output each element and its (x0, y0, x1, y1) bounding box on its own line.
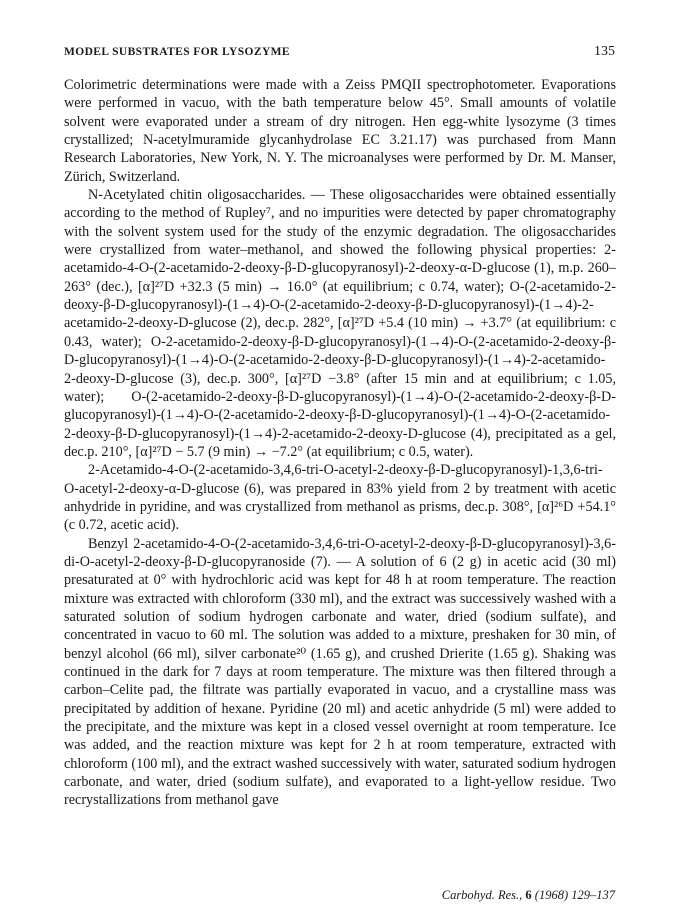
body-text (64, 76, 616, 810)
running-head (64, 44, 615, 62)
paragraph-oligosaccharides: N-Acetylated chitin oligosaccharides. — These oligosaccharides were obtained essentially according to the method of Rupley⁷, and no impurities were detected by paper chromatography with the solvent system used for the study of the enzymic degradation. The oligosaccharides were crystallized from water–methanol, and showed the following physical properties: 2-acetamido-4-O-(2-acetamido-2-deoxy-β-D-glucopyranosyl)-2-deoxy-α-D-glucose (1), m.p. 260–263° (dec.), [α]²⁷D +32.3 (5 min) → 16.0° (at equilibrium; c 0.74, water); O-(2-acetamido-2-deoxy-β-D-glucopyranosyl)-(1→4)-O-(2-acetamido-2-deoxy-β-D-glucopyranosyl)-(1→4)-2-acetamido-2-deoxy-D-glucose (2), dec.p. 282°, [α]²⁷D +5.4 (10 min) → +3.7° (at equilibrium: c 0.43, water); O-2-acetamido-2-deoxy-β-D-glucopyranosyl)-(1→4)-O-(2-acetamido-2-deoxy-β-D-glucopyranosyl)-(1→4)-O-(2-acetamido-2-deoxy-β-D-glucopyranosyl)-(1→4)-2-acetamido-2-deoxy-D-glucose (3), dec.p. 300°, [α]²⁷D −3.8° (after 15 min and at equilibrium; c 1.05, water); O-(2-acetamido-2-deoxy-β-D-glucopyranosyl)-(1→4)-O-(2-acetamido-2-deoxy-β-D-glucopyranosyl)-(1→4)-O-(2-acetamido-2-deoxy-β-D-glucopyranosyl)-(1→4)-O-(2-acetamido-2-deoxy-β-D-glucopyranosyl)-(1→4)-2-acetamido-2-deoxy-D-glucose (4), precipitated as a gel, dec.p. 210°, [α]²⁷D − 5.7 (9 min) → −7.2° (at equilibrium; c 0.5, water). (64, 187, 616, 460)
footer-journal: Carbohyd. Res., (441, 888, 523, 902)
paragraph-methods: Colorimetric determinations were made with a Zeiss PMQII spectrophotometer. Evaporations were performed in vacuo, with the bath temperature below 45°. Small amounts of volatile solvent were evaporated under a stream of dry nitrogen. Hen egg-white lysozyme (3 times crystallized; N-acetylmuramide glycanhydrolase EC 3.21.17) was purchased from Mann Research Laboratories, New York, N. Y. The microanalyses were performed by Dr. M. Manser, Zürich, Switzerland. (64, 77, 616, 185)
paragraph-compound-6: 2-Acetamido-4-O-(2-acetamido-3,4,6-tri-O-acetyl-2-deoxy-β-D-glucopyranosyl)-1,3,6-tri-O-acetyl-2-deoxy-α-D-glucose (6), was prepared in 83% yield from 2 by treatment with acetic anhydride in pyridine, and was crystallized from methanol as prisms, dec.p. 308°, [α]²⁶D +54.1° (c 0.72, acetic acid). (64, 462, 616, 534)
running-head-title: MODEL SUBSTRATES FOR LYSOZYME (64, 46, 291, 58)
page-number: 135 (594, 44, 615, 59)
paragraph-compound-7: Benzyl 2-acetamido-4-O-(2-acetamido-3,4,6-tri-O-acetyl-2-deoxy-β-D-glucopyranosyl)-3,6-di-O-acetyl-2-deoxy-β-D-glucopyranoside (7). — A solution of 6 (2 g) in acetic acid (30 ml) presaturated at 0° with hydrochloric acid was kept for 48 h at room temperature. The reaction mixture was extracted with chloroform (330 ml), and the extract was successively washed with a saturated solution of sodium hydrogen carbonate and water, dried (sodium sulfate), and concentrated in vacuo to 60 ml. The solution was added to a mixture, preshaken for 30 min, of benzyl alcohol (66 ml), silver carbonate²⁰ (1.65 g), and crushed Drierite (1.65 g). Shaking was continued in the dark for 7 days at room temperature. The mixture was then filtered through a carbon–Celite pad, the filtrate was partially evaporated in vacuo, and a crystalline mass was precipitated by addition of hexane. Pyridine (20 ml) and acetic anhydride (5 ml) were added to the precipitate, and the mixture was kept in a closed vessel overnight at room temperature. Ice was added, and the reaction mixture was kept for 2 h at room temperature, extracted with chloroform (100 ml), and the extract washed successively with water, saturated sodium hydrogen carbonate, and water, dried (sodium sulfate), and evaporated to a light-yellow residue. Two recrystallizations from methanol gave (64, 535, 616, 809)
footer-volume: 6 (525, 888, 532, 902)
footer-year-pages: (1968) 129–137 (534, 888, 615, 902)
citation-footer (442, 888, 615, 903)
